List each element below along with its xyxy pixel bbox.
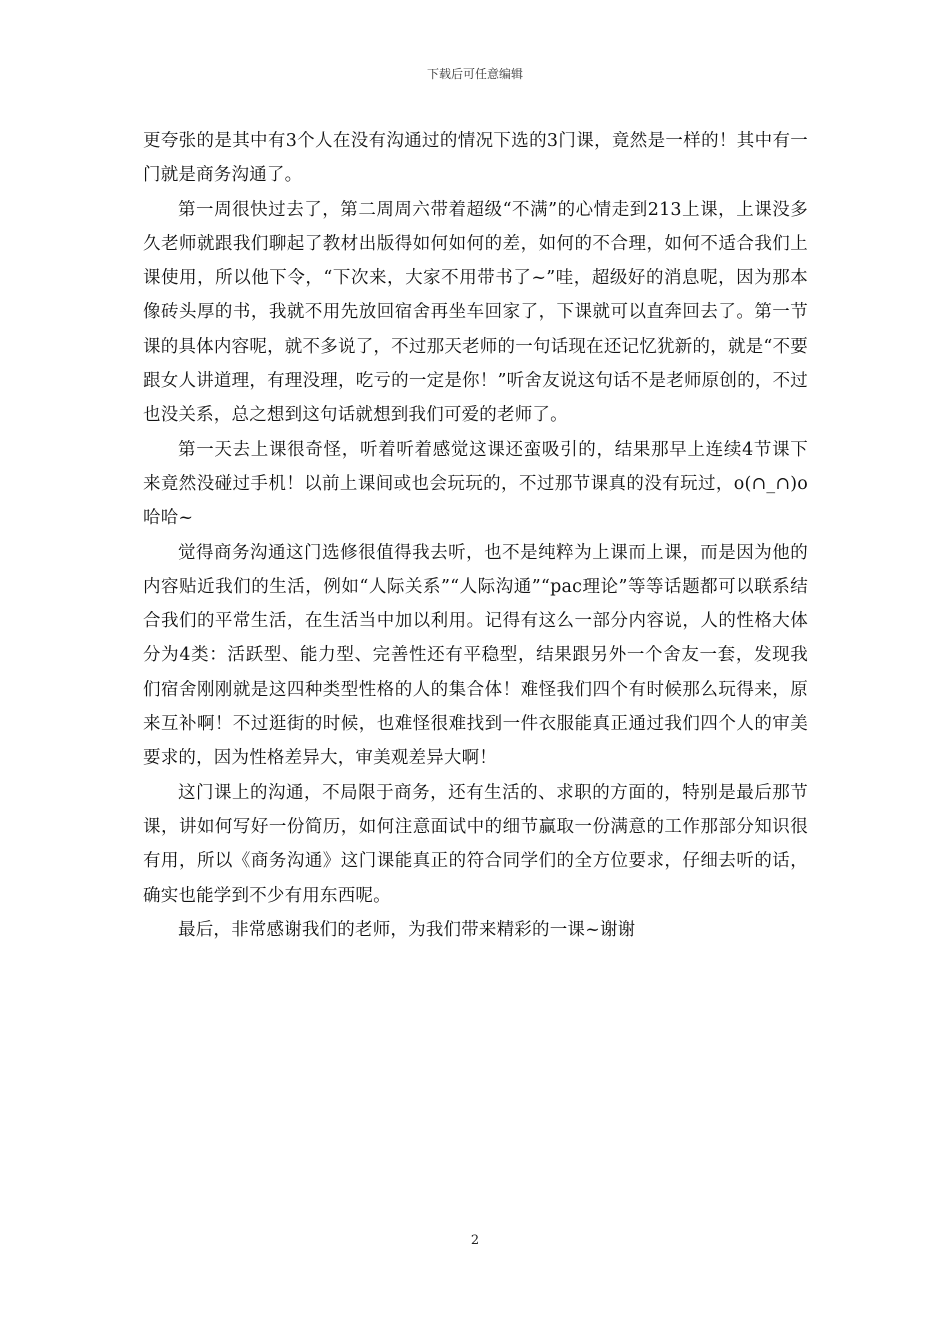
paragraph: 第一天去上课很奇怪，听着听着感觉这课还蛮吸引的，结果那早上连续4节课下来竟然没碰过手机！以前上课间或也会玩玩的，不过那节课真的没有玩过，o(∩_∩)o哈哈~ xyxy=(143,439,808,529)
page-number: 2 xyxy=(470,1233,480,1248)
paragraph: 更夸张的是其中有3个人在没有沟通过的情况下选的3门课，竟然是一样的！其中有一门就是商务沟通了。 xyxy=(143,131,808,186)
paragraph: 这门课上的沟通，不局限于商务，还有生活的、求职的方面的，特别是最后那节课，讲如何写好一份简历，如何注意面试中的细节赢取一份满意的工作那部分知识很有用，所以《商务沟通》这门课能真正的符合同学们的全方位要求，仔细去听的话，确实也能学到不少有用东西呢。 xyxy=(143,782,808,906)
page-header: 下载后可任意编辑 xyxy=(426,67,523,81)
paragraph: 第一周很快过去了，第二周周六带着超级“不满”的心情走到213上课，上课没多久老师就跟我们聊起了教材出版得如何如何的差，如何的不合理，如何不适合我们上课使用，所以他下令，“下次来，大家不用带书了~”哇，超级好的消息呢，因为那本像砖头厚的书，我就不用先放回宿舍再坐车回家了，下课就可以直奔回去了。第一节课的具体内容呢，就不多说了，不过那天老师的一句话现在还记忆犹新的，就是“不要跟女人讲道理，有理没理，吃亏的一定是你！”听舍友说这句话不是老师原创的，不过也没关系，总之想到这句话就想到我们可爱的老师了。 xyxy=(143,199,808,426)
document-body xyxy=(143,124,808,947)
paragraph: 最后，非常感谢我们的老师，为我们带来精彩的一课~谢谢 xyxy=(178,919,636,940)
paragraph: 觉得商务沟通这门选修很值得我去听，也不是纯粹为上课而上课，而是因为他的内容贴近我们的生活，例如“人际关系”“人际沟通”“pac理论”等等话题都可以联系结合我们的平常生活，在生活当中加以利用。记得有这么一部分内容说，人的性格大体分为4类：活跃型、能力型、完善性还有平稳型，结果跟另外一个舍友一套，发现我们宿舍刚刚就是这四种类型性格的人的集合体！难怪我们四个有时候那么玩得来，原来互补啊！不过逛街的时候，也难怪很难找到一件衣服能真正通过我们四个人的审美要求的，因为性格差异大，审美观差异大啊！ xyxy=(143,542,808,769)
